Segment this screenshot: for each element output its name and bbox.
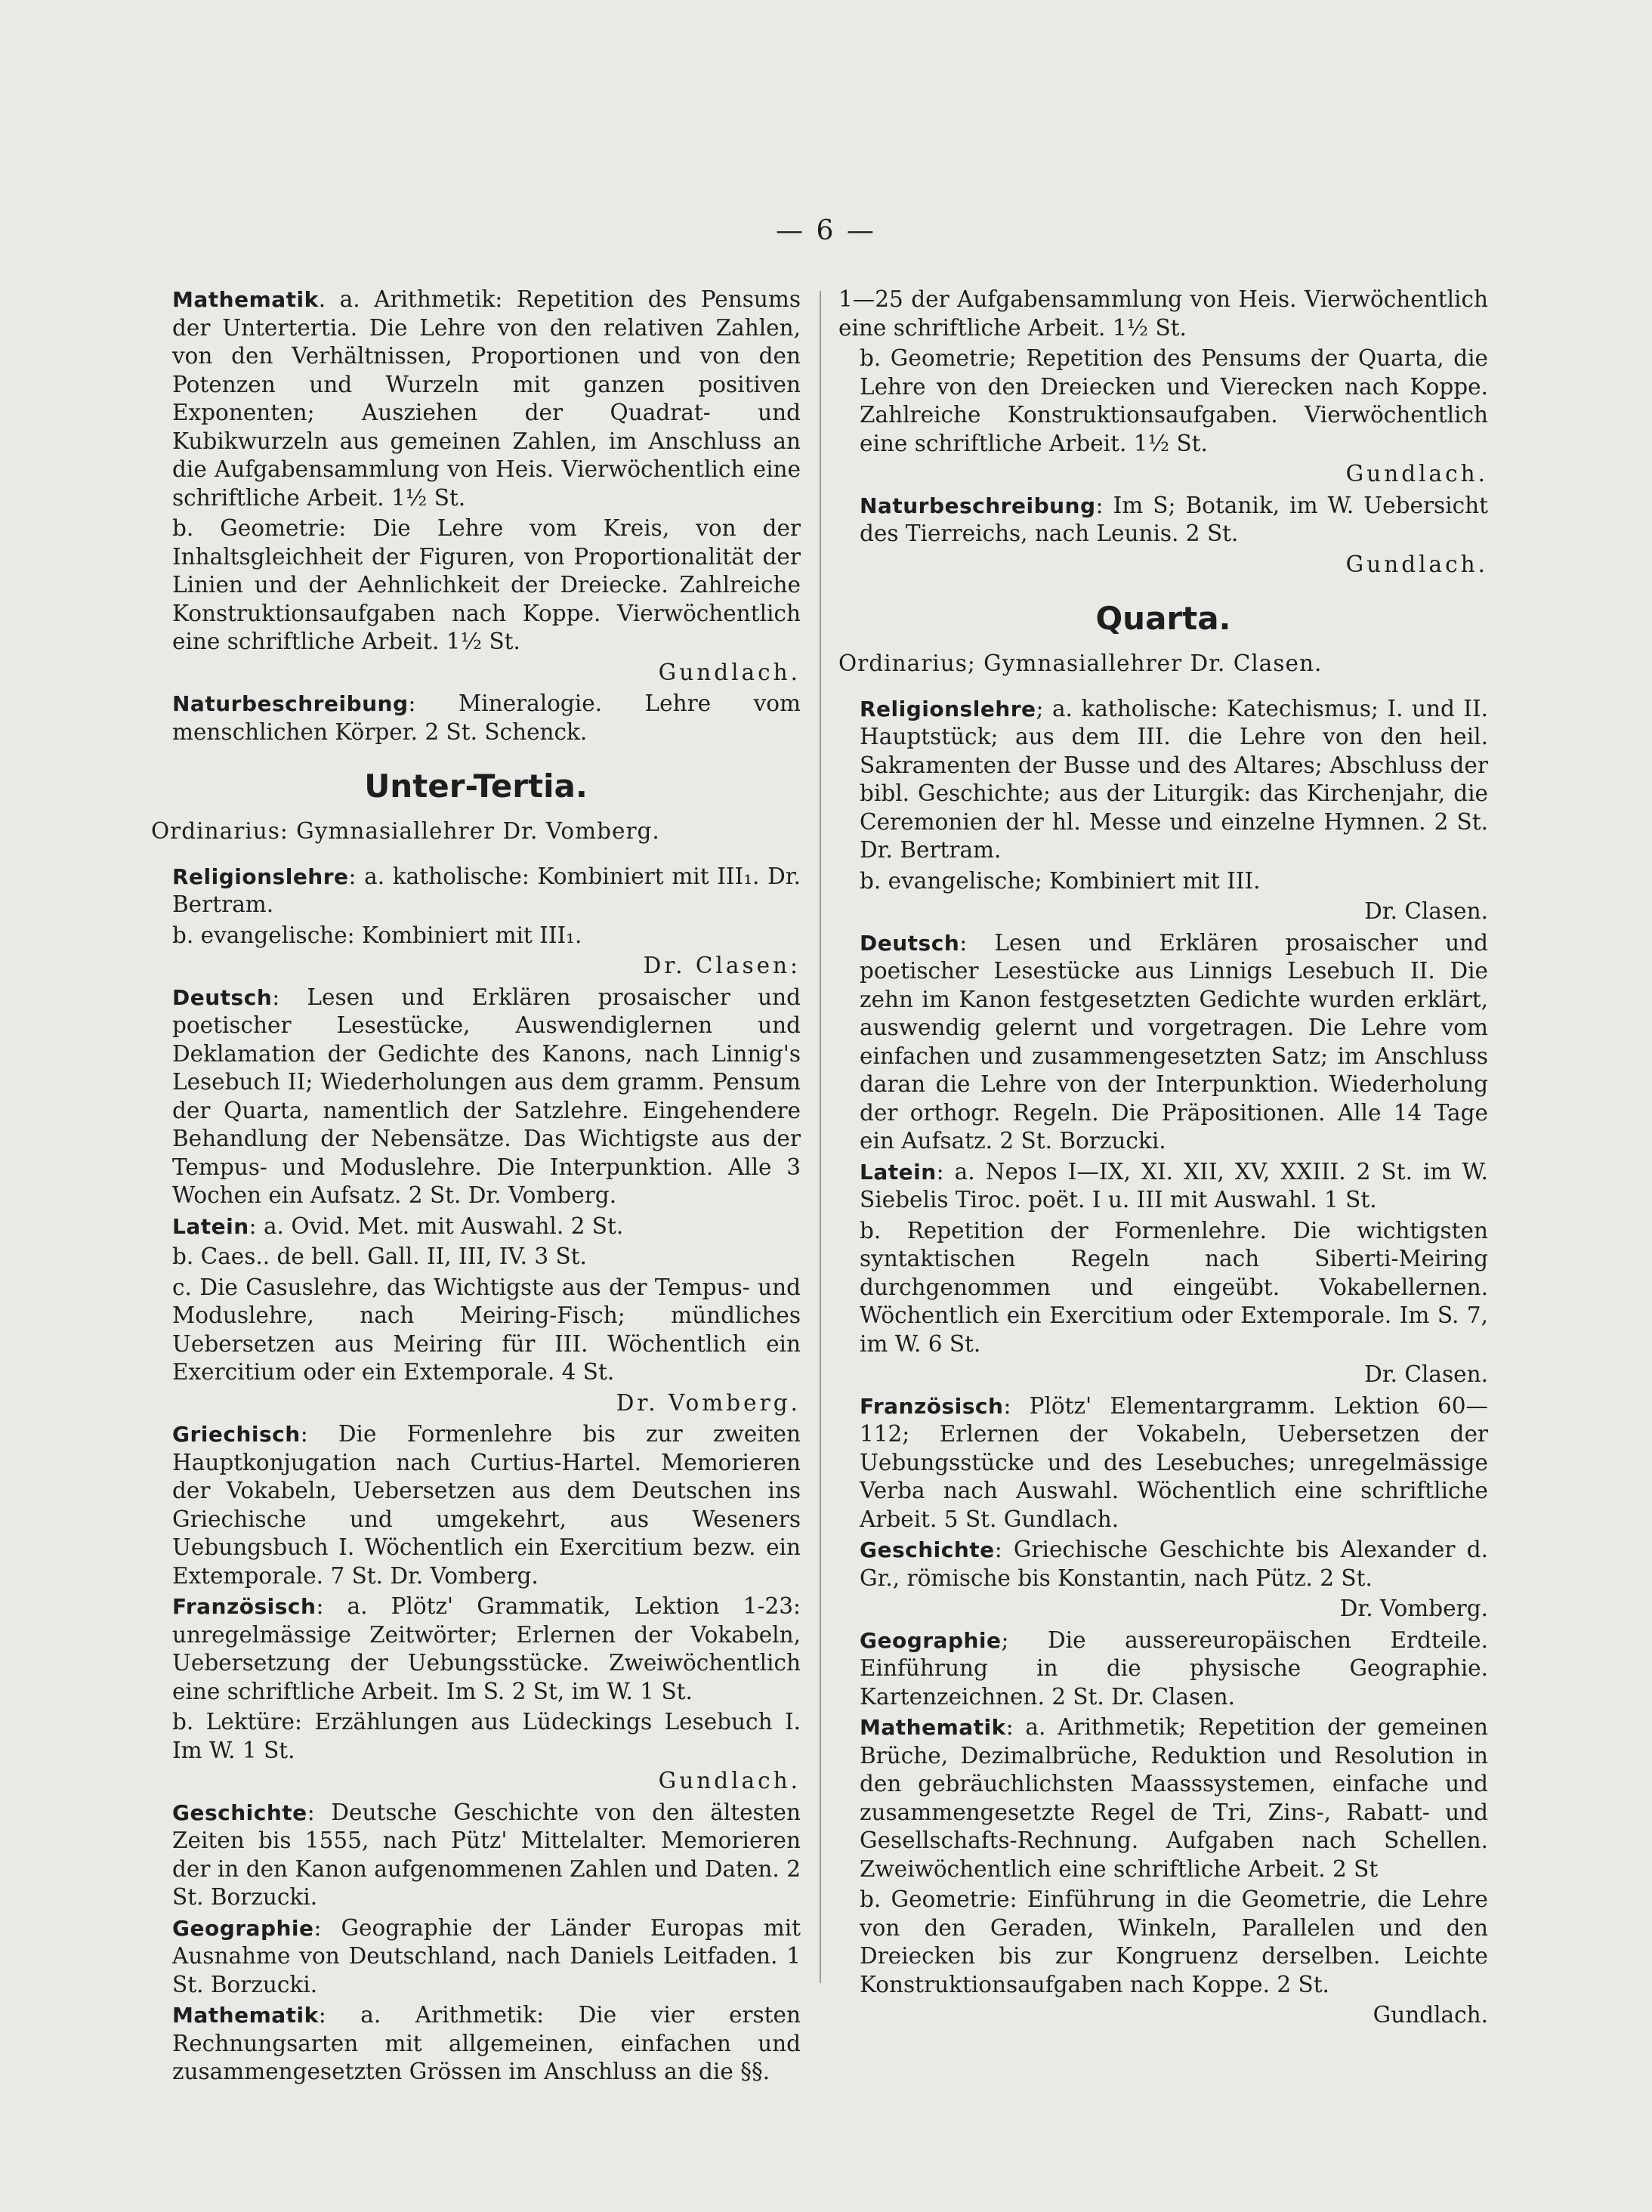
religionslehre-paragraph <box>151 863 801 919</box>
religionslehre-evangelisch: b. evangelische; Kombiniert mit III. <box>860 867 1261 894</box>
geometrie-paragraph: b. Geometrie: Die Lehre vom Kreis, von der Inhaltsgleichheit der Figuren, von Proportionalität der Linien und der Aehnlichkeit der Dreiecke. Zahlreiche Konstruktionsaufgaben nach Koppe. Vierwöchentlich eine schriftliche Arbeit. 1½ St. <box>172 515 801 654</box>
mathematik-paragraph <box>151 286 801 512</box>
franzoesisch-paragraph <box>151 1593 801 1706</box>
mathematik2-paragraph <box>151 2001 801 2087</box>
mathematik2-text: : a. Arithmetik: Die vier ersten Rechnungsarten mit allgemeinen, einfachen und zusammengesetzten Grössen im Anschluss an die §§. <box>172 2002 801 2084</box>
page-number: — 6 — <box>776 215 876 246</box>
subject-naturbeschreibung: Naturbeschreibung <box>860 493 1096 518</box>
deutsch-text: : Lesen und Erklären prosaischer und poetischer Lesestücke aus Linnigs Lesebuch II. Die zehn im Kanon festgesetzten Gedichte wurden erklärt, auswendig gelernt und vorgetragen. Die Lehre vom einfachen und zusammengesetzten Satz; im Anschluss daran die Lehre von der Interpunktion. Wiederholung der orthogr. Regeln. Die Präpositionen. Alle 14 Tage ein Aufsatz. 2 St. Borzucki. <box>860 929 1488 1154</box>
subject-mathematik: Mathematik <box>172 2003 319 2028</box>
deutsch-paragraph <box>151 984 801 1210</box>
teacher-signature: Dr. Clasen. <box>1364 1361 1488 1387</box>
latein-paragraph <box>151 1213 801 1241</box>
right-column <box>838 286 1488 2033</box>
teacher-signature: Dr. Clasen: <box>643 953 801 978</box>
naturbeschreibung-paragraph <box>151 690 801 746</box>
deutsch-paragraph <box>838 929 1488 1156</box>
geschichte-text: : Griechische Geschichte bis Alexander d. Gr., römische bis Konstantin, nach Pütz. 2 St. <box>860 1537 1488 1591</box>
teacher-signature: Gundlach. <box>658 1768 801 1793</box>
geographie-text: ; Die aussereuropäischen Erdteile. Einführung in die physische Geographie. Kartenzeichnen. 2 St. Dr. Clasen. <box>860 1627 1488 1710</box>
religionslehre-evangelisch: b. evangelische: Kombiniert mit III₁. <box>172 922 582 948</box>
subject-deutsch: Deutsch <box>172 984 273 1010</box>
subject-geschichte: Geschichte <box>860 1537 995 1562</box>
continuation-paragraph: 1—25 der Aufgabensammlung von Heis. Vierwöchentlich eine schriftliche Arbeit. 1½ St. <box>838 286 1488 341</box>
subject-deutsch: Deutsch <box>860 930 960 956</box>
mathematik-paragraph <box>838 1713 1488 1883</box>
teacher-signature: Gundlach. <box>1345 551 1488 577</box>
subject-latein: Latein <box>860 1159 937 1185</box>
subject-geographie: Geographie <box>172 1915 314 1941</box>
subject-mathematik: Mathematik <box>172 287 319 312</box>
subject-naturbeschreibung: Naturbeschreibung <box>172 691 409 716</box>
subject-religionslehre: Religionslehre <box>172 863 349 889</box>
naturbeschreibung-text: : Mineralogie. Lehre vom menschlichen Körper. 2 St. Schenck. <box>172 690 801 745</box>
religionslehre-text: ; a. katholische: Katechismus; I. und II. Hauptstück; aus dem III. die Lehre von den heil. Sakramenten der Busse und des Altares; Abschluss der bibl. Geschichte; aus der Liturgik: das Kirchenjahr, die Ceremonien der hl. Messe und einzelne Hymnen. 2 St. Dr. Bertram. <box>860 695 1488 863</box>
latein-text: : a. Nepos I—IX, XI. XII, XV, XXIII. 2 St. im W. Siebelis Tiroc. poët. I u. III mit Auswahl. 1 St. <box>860 1158 1488 1213</box>
section-heading-unter-tertia: Unter-Tertia. <box>364 768 588 805</box>
column-divider <box>820 291 821 1983</box>
naturbeschreibung-text: : Im S; Botanik, im W. Uebersicht des Tierreichs, nach Leunis. 2 St. <box>860 492 1488 546</box>
griechisch-paragraph <box>151 1420 801 1590</box>
subject-mathematik: Mathematik <box>860 1715 1006 1740</box>
geschichte-paragraph <box>151 1799 801 1912</box>
franzoesisch-b: b. Lektüre: Erzählungen aus Lüdeckings Lesebuch I. Im W. 1 St. <box>172 1709 801 1763</box>
subject-griechisch: Griechisch <box>172 1422 301 1447</box>
deutsch-text: : Lesen und Erklären prosaischer und poetischer Lesestücke, Auswendiglernen und Deklamation der Gedichte des Kanons, nach Linnig's Lesebuch II; Wiederholungen aus dem gramm. Pensum der Quarta, namentlich der Satzlehre. Eingehendere Behandlung der Nebensätze. Das Wichtigste aus der Tempus- und Moduslehre. Die Interpunktion. Alle 3 Wochen ein Aufsatz. 2 St. Dr. Vomberg. <box>172 984 801 1208</box>
franzoesisch-text: : Plötz' Elementargramm. Lektion 60—112; Erlernen der Vokabeln, Uebersetzen der Uebungsstücke und des Lesebuches; unregelmässige Verba nach Auswahl. Wöchentlich eine schriftliche Arbeit. 5 St. Gundlach. <box>860 1392 1488 1532</box>
teacher-signature: Gundlach. <box>658 659 801 685</box>
latein-b: b. Repetition der Formenlehre. Die wichtigsten syntaktischen Regeln nach Siberti-Meiring durchgenommen und eingeübt. Vokabellernen. Wöchentlich ein Exercitium oder Extemporale. Im S. 7, im W. 6 St. <box>860 1217 1488 1357</box>
geographie-paragraph <box>838 1627 1488 1712</box>
subject-latein: Latein <box>172 1213 249 1239</box>
subject-franzoesisch: Französisch <box>860 1393 1004 1419</box>
geographie-text: : Geographie der Länder Europas mit Ausnahme von Deutschland, nach Daniels Leitfaden. 1 St. Borzucki. <box>172 1914 801 1997</box>
teacher-signature: Dr. Vomberg. <box>1339 1596 1488 1621</box>
religionslehre-paragraph <box>838 695 1488 865</box>
ordinarius-line: Ordinarius: Gymnasiallehrer Dr. Vomberg. <box>151 818 660 844</box>
teacher-signature: Gundlach. <box>1345 461 1488 487</box>
latein-paragraph <box>838 1158 1488 1215</box>
latein-text: : a. Ovid. Met. mit Auswahl. 2 St. <box>249 1213 624 1239</box>
franzoesisch-paragraph <box>838 1392 1488 1534</box>
subject-religionslehre: Religionslehre <box>860 696 1036 721</box>
griechisch-text: : Die Formenlehre bis zur zweiten Hauptkonjugation nach Curtius-Hartel. Memorieren der Vokabeln, Uebersetzen aus dem Deutschen ins Griechische und umgekehrt, aus Weseners Uebungsbuch I. Wöchentlich ein Exercitium bezw. ein Extemporale. 7 St. Dr. Vomberg. <box>172 1421 801 1589</box>
religionslehre-text: : a. katholische: Kombiniert mit III₁. Dr. Bertram. <box>172 863 801 917</box>
left-column <box>151 286 801 2089</box>
geometrie-paragraph: b. Geometrie: Einführung in die Geometrie, die Lehre von den Geraden, Winkeln, Parallelen und den Dreiecken bis zur Kongruenz derselben. Leichte Konstruktionsaufgaben nach Koppe. 2 St. <box>860 1886 1488 1997</box>
franzoesisch-text: : a. Plötz' Grammatik, Lektion 1-23: unregelmässige Zeitwörter; Erlernen der Vokabeln, Uebersetzung der Uebungsstücke. Zweiwöchentlich eine schriftliche Arbeit. Im S. 2 St, im W. 1 St. <box>172 1593 801 1704</box>
teacher-signature: Dr. Clasen. <box>1364 898 1488 924</box>
geographie-paragraph <box>151 1914 801 2000</box>
subject-franzoesisch: Französisch <box>172 1594 317 1619</box>
mathematik-text: : a. Arithmetik; Repetition der gemeinen Brüche, Dezimalbrüche, Reduktion und Resolution in den gebräuchlichsten Maasssystemen, einfache und zusammengesetzte Regel de Tri, Zins-, Rabatt- und Gesellschafts-Rechnung. Aufgaben nach Schellen. Zweiwöchentlich eine schriftliche Arbeit. 2 St <box>860 1714 1488 1882</box>
teacher-signature: Dr. Vomberg. <box>616 1389 801 1416</box>
subject-geographie: Geographie <box>860 1627 1002 1653</box>
mathematik-text: . a. Arithmetik: Repetition des Pensums der Untertertia. Die Lehre von den relativen Zahlen, von den Verhältnissen, Proportionen und von den Potenzen und Wurzeln mit ganzen positiven Exponenten; Ausziehen der Quadrat- und Kubikwurzeln aus gemeinen Zahlen, im Anschluss an die Aufgabensammlung von Heis. Vierwöchentlich eine schriftliche Arbeit. 1½ St. <box>172 286 801 511</box>
latein-c: c. Die Casuslehre, das Wichtigste aus der Tempus- und Moduslehre, nach Meiring-Fisch; mündliches Uebersetzen aus Meiring für III. Wöchentlich ein Exercitium oder ein Extemporale. 4 St. <box>172 1274 801 1385</box>
subject-geschichte: Geschichte <box>172 1800 307 1825</box>
latein-b: b. Caes.. de bell. Gall. II, III, IV. 3 St. <box>172 1243 587 1269</box>
ordinarius-line: Ordinarius; Gymnasiallehrer Dr. Clasen. <box>838 650 1323 676</box>
naturbeschreibung-paragraph <box>838 492 1488 548</box>
section-heading-quarta: Quarta. <box>1095 600 1231 637</box>
geschichte-paragraph <box>838 1536 1488 1593</box>
geschichte-text: : Deutsche Geschichte von den ältesten Zeiten bis 1555, nach Pütz' Mittelalter. Memorieren der in den Kanon aufgenommenen Zahlen und Daten. 2 St. Borzucki. <box>172 1799 801 1910</box>
geometrie-paragraph: b. Geometrie; Repetition des Pensums der Quarta, die Lehre von den Dreiecken und Vierecken nach Koppe. Zahlreiche Konstruktionsaufgaben. Vierwöchentlich eine schriftliche Arbeit. 1½ St. <box>860 345 1488 456</box>
teacher-signature: Gundlach. <box>1373 2002 1488 2028</box>
